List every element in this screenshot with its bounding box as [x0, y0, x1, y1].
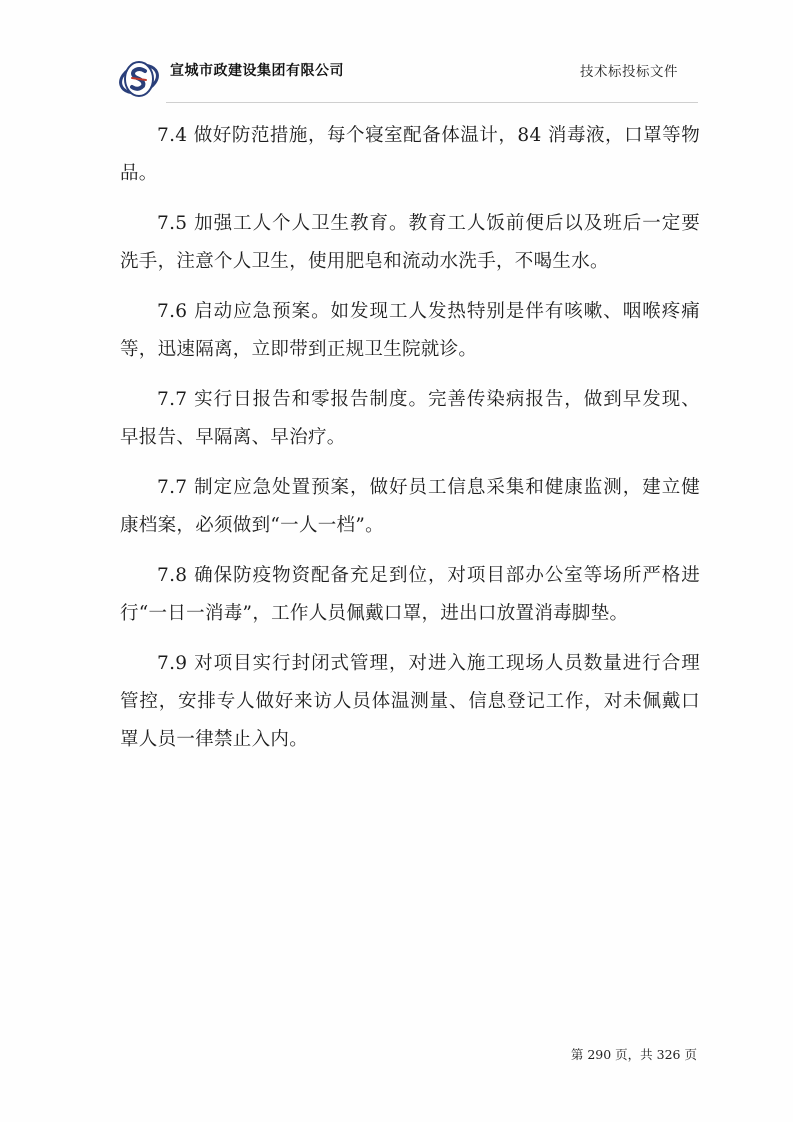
header-divider	[166, 102, 698, 103]
paragraph-7-7-reporting: 7.7 实行日报告和零报告制度。完善传染病报告，做到早发现、早报告、早隔离、早治疗。	[120, 389, 700, 448]
document-type: 技术标投标文件	[580, 64, 678, 80]
page-header	[118, 50, 698, 106]
paragraph-7-9: 7.9 对项目实行封闭式管理，对进入施工现场人员数量进行合理管控，安排专人做好来访人员体温测量、信息登记工作，对未佩戴口罩人员一律禁止入内。	[120, 653, 700, 750]
company-logo-icon	[118, 58, 160, 100]
body-content	[120, 117, 700, 771]
company-name: 宣城市政建设集团有限公司	[170, 63, 344, 79]
paragraph-7-6: 7.6 启动应急预案。如发现工人发热特别是伴有咳嗽、咽喉疼痛等，迅速隔离，立即带到正规卫生院就诊。	[120, 301, 700, 360]
paragraph-7-5: 7.5 加强工人个人卫生教育。教育工人饭前便后以及班后一定要洗手，注意个人卫生，使用肥皂和流动水洗手，不喝生水。	[120, 213, 700, 272]
paragraph-7-8: 7.8 确保防疫物资配备充足到位，对项目部办公室等场所严格进行“一日一消毒”，工作人员佩戴口罩，进出口放置消毒脚垫。	[120, 565, 700, 624]
page-number: 第 290 页，共 326 页	[570, 1047, 697, 1062]
paragraph-7-7-emergency: 7.7 制定应急处置预案，做好员工信息采集和健康监测，建立健康档案，必须做到“一人一档”。	[120, 477, 700, 536]
paragraph-7-4: 7.4 做好防范措施，每个寝室配备体温计，84 消毒液，口罩等物品。	[120, 125, 700, 184]
